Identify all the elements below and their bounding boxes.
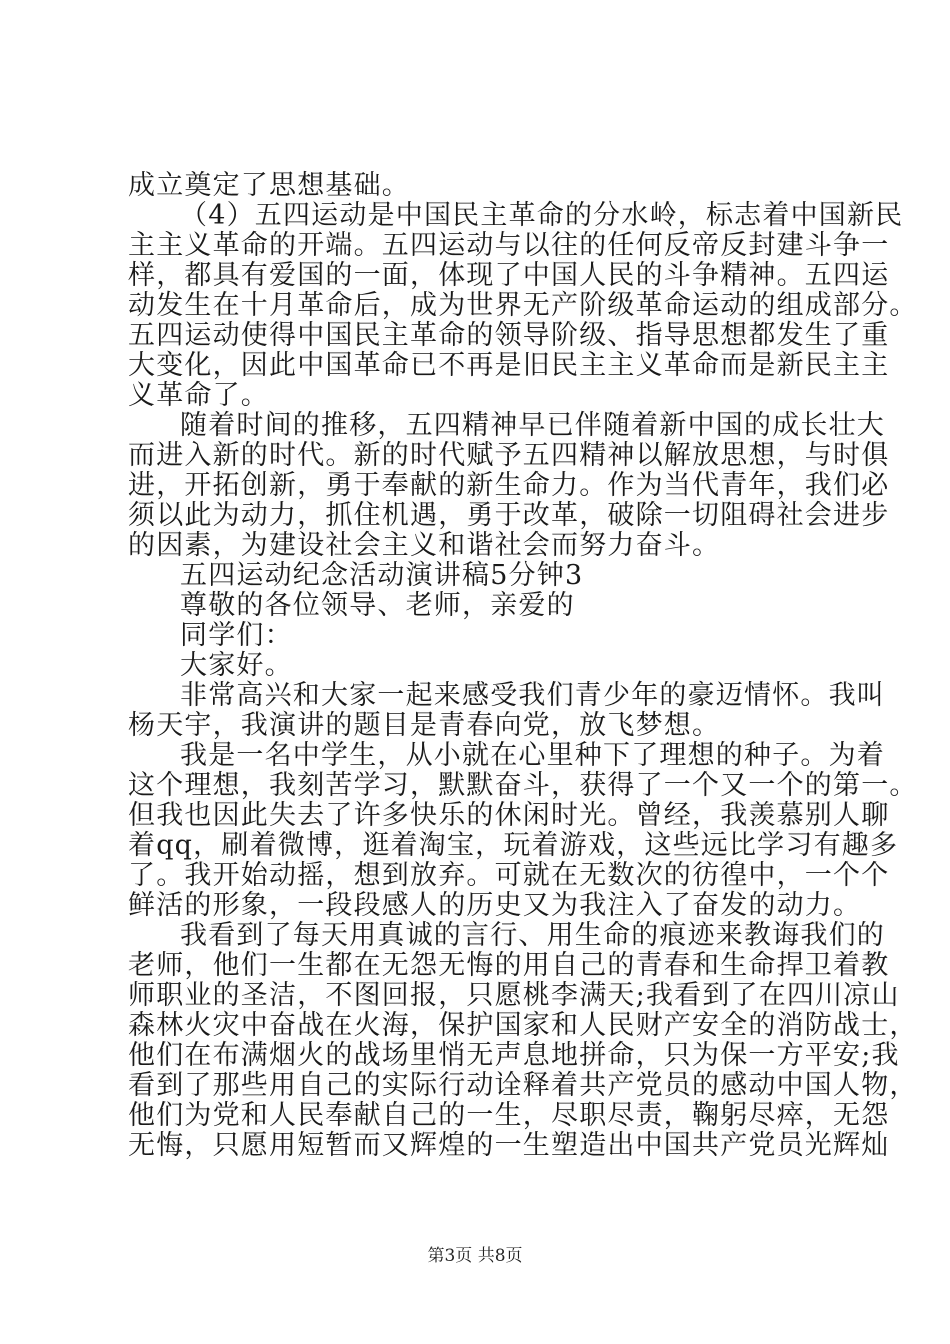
text-line: 我是一名中学生，从小就在心里种下了理想的种子。为着 [180,740,885,771]
text-line: 主主义革命的开端。五四运动与以往的任何反帝反封建斗争一 [128,230,890,261]
text-line: 他们为党和人民奉献自己的一生，尽职尽责，鞠躬尽瘁，无怨 [128,1100,890,1131]
text-line: 尊敬的各位领导、老师，亲爱的 [180,590,575,621]
text-line: 大变化，因此中国革命已不再是旧民主主义革命而是新民主主 [128,350,890,381]
text-line: 动发生在十月革命后，成为世界无产阶级革命运动的组成部分。 [128,290,918,321]
text-line: 五四运动使得中国民主革命的领导阶级、指导思想都发生了重 [128,320,890,351]
text-line: （4）五四运动是中国民主革命的分水岭，标志着中国新民 [180,200,904,231]
page-number-footer: 第3页 共8页 [427,1246,523,1266]
text-line: 义革命了。 [128,380,269,411]
text-line: 同学们： [180,620,293,651]
text-line: 须以此为动力，抓住机遇，勇于改革，破除一切阻碍社会进步 [128,500,890,531]
text-line: 无悔，只愿用短暂而又辉煌的一生塑造出中国共产党员光辉灿 [128,1130,890,1161]
text-line: 看到了那些用自己的实际行动诠释着共产党员的感动中国人物， [128,1070,918,1101]
text-line: 随着时间的推移，五四精神早已伴随着新中国的成长壮大 [180,410,885,441]
text-line: 非常高兴和大家一起来感受我们青少年的豪迈情怀。我叫 [180,680,885,711]
text-line: 而进入新的时代。新的时代赋予五四精神以解放思想，与时俱 [128,440,890,471]
text-line: 了。我开始动摇，想到放弃。可就在无数次的彷徨中，一个个 [128,860,890,891]
text-line: 着qq，刷着微博，逛着淘宝，玩着游戏，这些远比学习有趣多 [128,830,899,861]
text-line: 他们在布满烟火的战场里悄无声息地拼命，只为保一方平安;我 [128,1040,900,1071]
text-line: 杨天宇，我演讲的题目是青春向党，放飞梦想。 [128,710,721,741]
text-line: 样，都具有爱国的一面，体现了中国人民的斗争精神。五四运 [128,260,890,291]
text-line: 这个理想，我刻苦学习，默默奋斗，获得了一个又一个的第一。 [128,770,918,801]
document-body [128,170,918,1161]
text-line: 进，开拓创新，勇于奉献的新生命力。作为当代青年，我们必 [128,470,890,501]
section-heading: 五四运动纪念活动演讲稿5分钟3 [180,560,584,591]
text-line: 但我也因此失去了许多快乐的休闲时光。曾经，我羡慕别人聊 [128,800,890,831]
text-line: 森林火灾中奋战在火海，保护国家和人民财产安全的消防战士， [128,1010,918,1041]
text-line: 老师，他们一生都在无怨无悔的用自己的青春和生命捍卫着教 [128,950,890,981]
text-line: 我看到了每天用真诚的言行、用生命的痕迹来教诲我们的 [180,920,885,951]
text-line: 的因素，为建设社会主义和谐社会而努力奋斗。 [128,530,721,561]
text-line: 大家好。 [180,650,293,681]
text-line: 鲜活的形象，一段段感人的历史又为我注入了奋发的动力。 [128,890,862,921]
text-line: 师职业的圣洁，不图回报，只愿桃李满天;我看到了在四川凉山 [128,980,900,1011]
text-line: 成立奠定了思想基础。 [128,170,410,201]
